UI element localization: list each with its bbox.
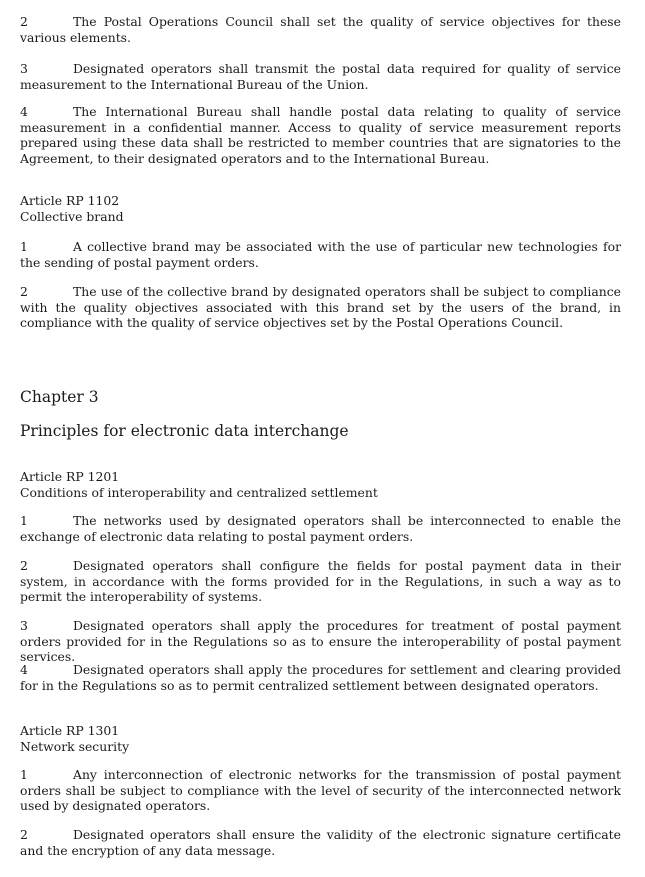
- article-heading: [20, 193, 621, 224]
- article-paragraph: [20, 284, 621, 331]
- paragraph-number: 4: [20, 662, 28, 677]
- paragraph-text: The use of the collective brand by designated operators shall be subject to compliance with the quality objectives associated with this brand set by the users of the brand, in compliance with the quality of service objectives set by the Postal Operations Council.: [20, 284, 621, 331]
- article-number: Article RP 1301: [20, 723, 120, 738]
- paragraph-text: Designated operators shall transmit the postal data required for quality of service measurement to the International Bureau of the Union.: [20, 61, 621, 92]
- paragraph-number: 2: [20, 558, 28, 573]
- chapter-label: Chapter 3: [20, 388, 99, 406]
- paragraph-text: Designated operators shall configure the fields for postal payment data in their system, in accordance with the forms provided for in the Regulations, in such a way as to permit the interoperability of systems.: [20, 558, 621, 605]
- chapter-title: Principles for electronic data interchange: [20, 422, 349, 440]
- paragraph-number: 2: [20, 14, 28, 29]
- article-paragraph: [20, 767, 621, 814]
- article-heading: [20, 469, 621, 500]
- paragraph-number: 3: [20, 61, 28, 76]
- paragraph-text: A collective brand may be associated with the use of particular new technologies for the sending of postal payment orders.: [20, 239, 621, 270]
- article-paragraph: [20, 558, 621, 605]
- paragraph-text: Any interconnection of electronic networks for the transmission of postal payment orders shall be subject to compliance with the level of security of the interconnected network used by designated operators.: [20, 767, 621, 814]
- paragraph-text: Designated operators shall apply the procedures for settlement and clearing provided for in the Regulations so as to permit centralized settlement between designated operators.: [20, 662, 621, 693]
- article-paragraph: [20, 827, 621, 858]
- paragraph-2: [20, 14, 621, 45]
- article-number: Article RP 1102: [20, 193, 120, 208]
- paragraph-number: 1: [20, 767, 28, 782]
- article-title: Collective brand: [20, 208, 124, 224]
- paragraph-text: The Postal Operations Council shall set the quality of service objectives for these various elements.: [20, 14, 621, 45]
- paragraph-text: Designated operators shall apply the procedures for treatment of postal payment orders provided for in the Regulations so as to ensure the interoperability of postal payment services.: [20, 618, 621, 665]
- article-paragraph: [20, 662, 621, 693]
- paragraph-number: 1: [20, 513, 28, 528]
- article-heading: [20, 723, 621, 754]
- article-title: Network security: [20, 738, 130, 754]
- article-number: Article RP 1201: [20, 469, 120, 484]
- paragraph-text: The International Bureau shall handle postal data relating to quality of service measurement in a confidential manner. Access to quality of service measurement reports prepared using these data shall be restricted to member countries that are signatories to the Agreement, to their designated operators and to the International Bureau.: [20, 104, 621, 166]
- paragraph-number: 2: [20, 827, 28, 842]
- paragraph-text: The networks used by designated operators shall be interconnected to enable the exchange of electronic data relating to postal payment orders.: [20, 513, 621, 544]
- paragraph-3: [20, 61, 621, 92]
- paragraph-text: Designated operators shall ensure the validity of the electronic signature certificate and the encryption of any data message.: [20, 827, 621, 858]
- paragraph-number: 3: [20, 618, 28, 633]
- paragraph-number: 4: [20, 104, 28, 119]
- article-paragraph: [20, 239, 621, 270]
- paragraph-number: 2: [20, 284, 28, 299]
- article-paragraph: [20, 618, 621, 665]
- article-paragraph: [20, 513, 621, 544]
- paragraph-4: [20, 104, 621, 166]
- paragraph-number: 1: [20, 239, 28, 254]
- article-title: Conditions of interoperability and centralized settlement: [20, 484, 378, 500]
